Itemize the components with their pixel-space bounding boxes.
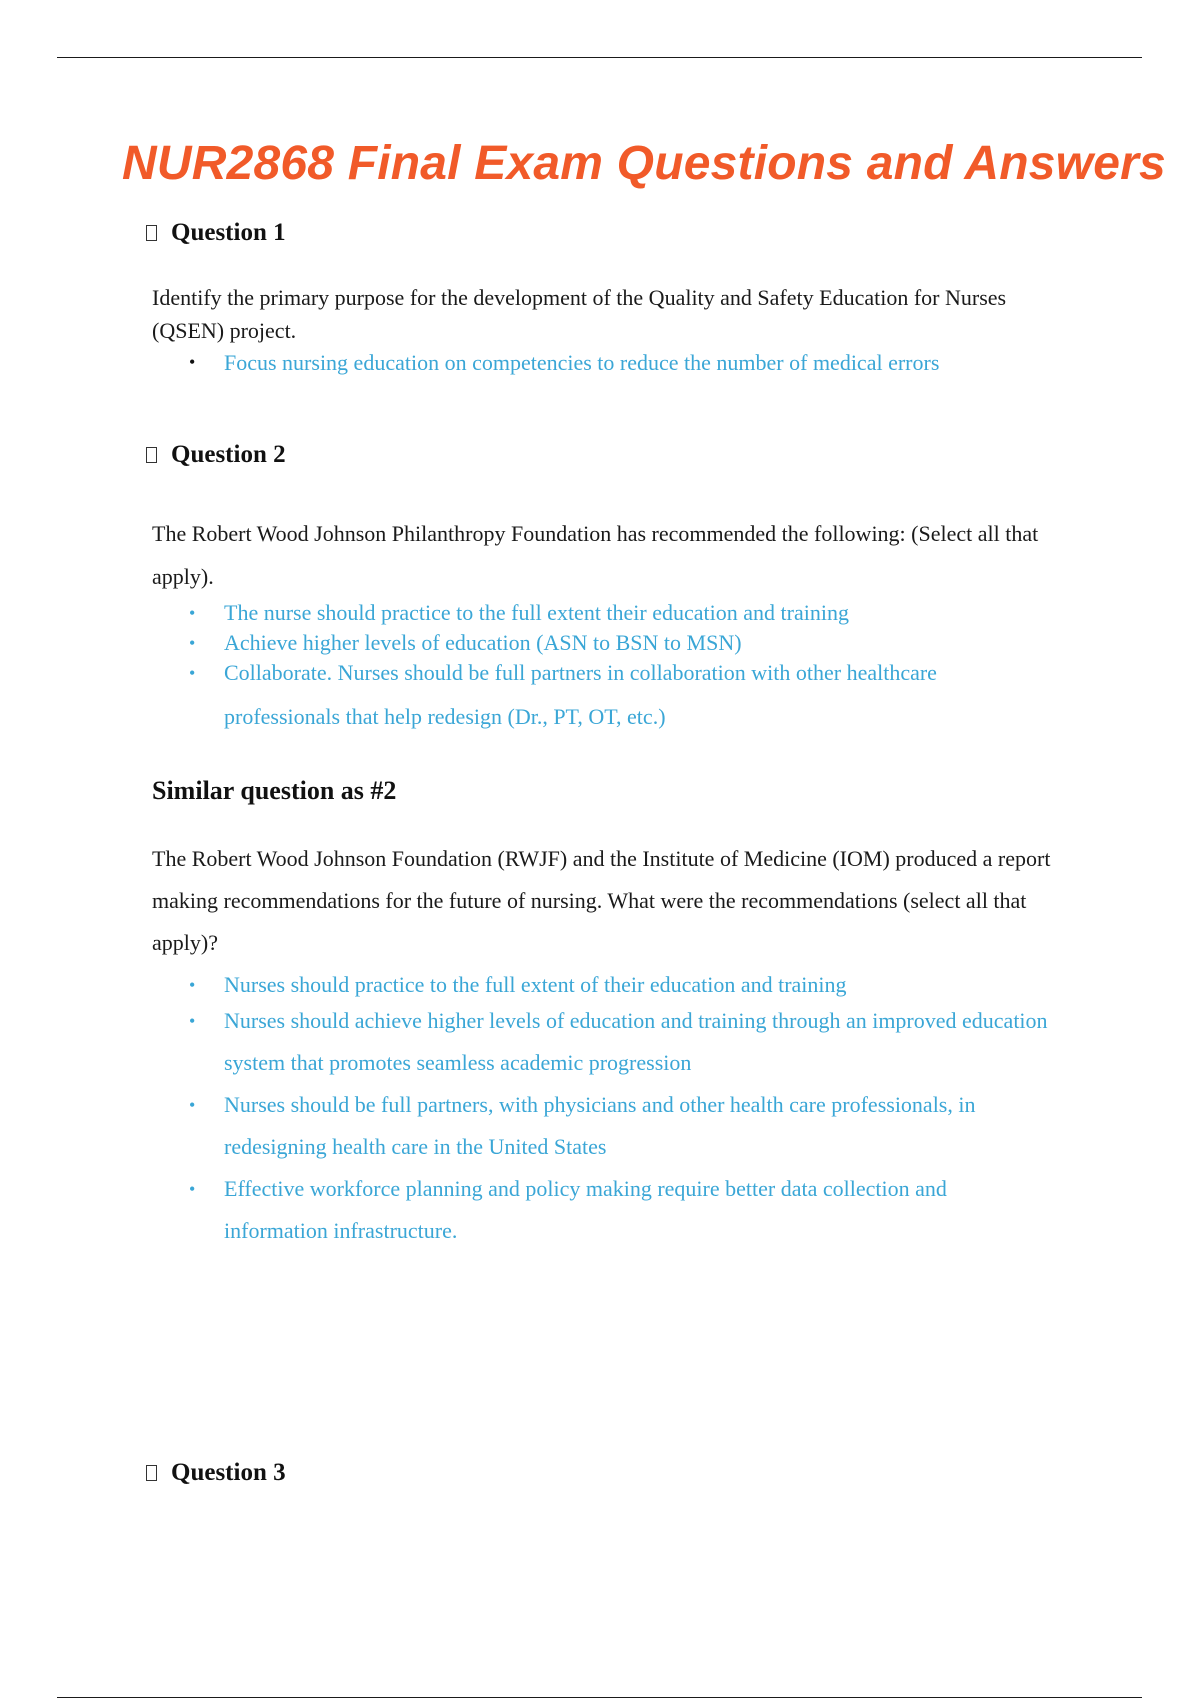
- answer-item: • Achieve higher levels of education (ASN to BSN to MSN): [152, 628, 1032, 658]
- question-2-heading: [146, 442, 286, 467]
- question-1-text: Identify the primary purpose for the development of the Quality and Safety Education for Nurses (QSEN) project.: [152, 285, 1007, 343]
- question-1-answers: [152, 346, 1052, 379]
- similar-question-text: The Robert Wood Johnson Foundation (RWJF) and the Institute of Medicine (IOM) produced a report making recommendations for the future of nursing. What were the recommendations (select all that apply)?: [152, 846, 1051, 955]
- similar-question-heading: Similar question as #2: [152, 776, 397, 805]
- top-rule: [57, 57, 1142, 58]
- answer-item: • Effective workforce planning and policy making require better data collection and information infrastructure.: [152, 1168, 1052, 1252]
- checkbox-icon: [146, 447, 157, 463]
- answer-item: • Collaborate. Nurses should be full partners in collaboration with other healthcare professionals that help redesign (Dr., PT, OT, etc.): [152, 651, 1032, 739]
- question-1-heading: [146, 220, 286, 245]
- question-2-answers: [152, 598, 1032, 739]
- page-title: NUR2868 Final Exam Questions and Answers: [122, 137, 1166, 190]
- answer-item: • Focus nursing education on competencies to reduce the number of medical errors: [152, 346, 1052, 379]
- question-2-label: Question 2: [171, 441, 286, 468]
- question-3-heading: [146, 1460, 286, 1485]
- answer-item: • Nurses should achieve higher levels of education and training through an improved education system that promotes seamless academic progression: [152, 1000, 1052, 1084]
- similar-question-answers: [152, 970, 1052, 1252]
- answer-item: • The nurse should practice to the full extent their education and training: [152, 598, 1032, 628]
- question-2-text: The Robert Wood Johnson Philanthropy Foundation has recommended the following: (Select all that apply).: [152, 521, 1039, 589]
- checkbox-icon: [146, 1465, 157, 1481]
- bottom-rule: [57, 1697, 1142, 1698]
- question-1-label: Question 1: [171, 219, 286, 246]
- answer-item: • Nurses should be full partners, with physicians and other health care professionals, in redesigning health care in the United States: [152, 1084, 1052, 1168]
- checkbox-icon: [146, 225, 157, 241]
- question-3-label: Question 3: [171, 1459, 286, 1486]
- answer-item: • Nurses should practice to the full extent of their education and training: [152, 970, 1052, 1000]
